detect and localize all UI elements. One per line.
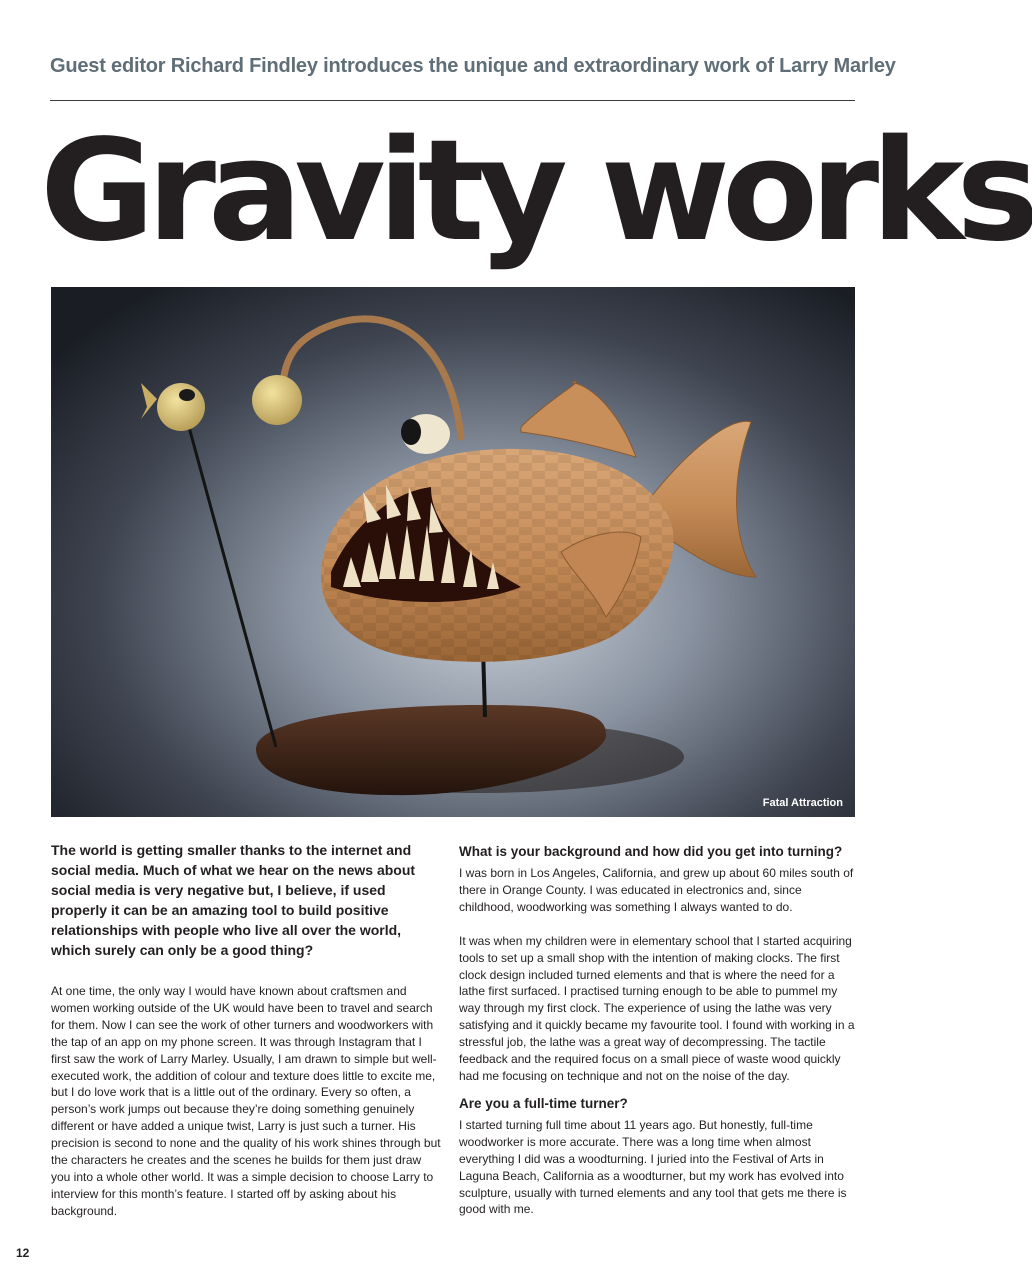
page-number: 12 — [16, 1246, 30, 1260]
interview-answer: I started turning full time about 11 years ago. But honestly, full-time woodworker is more accurate. There was a long time when almost everything I did was a woodturning. I juried into the Festival of Arts in Laguna Beach, California as a woodturner, but my work has evolved into sculpture, usually with turned elements and any tool that gets me there is good with me. — [459, 1117, 847, 1217]
header-divider — [50, 100, 855, 101]
interview-answer: It was when my children were in elementary school that I started acquiring tools to set up a small shop with the intention of making clocks. The first clock design included turned elements and that is where the need for a lathe first surfaced. I practised turning enough to be able to pummel my way through my first clock. The experience of using the lathe was very satisfying and it quickly became my favourite tool. I found with working in a stressful job, the lathe was a great way of decompressing. The tactile feedback and the required focus on a small piece of waste wood quickly had me focusing on technique and not on the noise of the day. — [459, 933, 855, 1083]
article-intro: The world is getting smaller thanks to the internet and social media. Much of what we hear on the news about social media is very negative but, I believe, if used properly it can be an amazing tool to build positive relationships with people who live all over the world, which surely can only be a good thing? — [51, 842, 416, 958]
left-column — [51, 840, 443, 1237]
article-headline: Gravity works — [40, 110, 1032, 273]
feature-photo — [51, 287, 855, 817]
body-paragraph: At one time, the only way I would have known about craftsmen and women working outside of the UK would have been to travel and search for them. Now I can see the work of other turners and woodworkers with the tap of an app on my phone screen. It was through Instagram that I first saw the work of Larry Marley. Usually, I am drawn to simple but well-executed work, the addition of colour and texture does little to excite me, but I do love work that is a little out of the ordinary. Every so often, a person’s work jumps out because they’re doing something genuinely different or have added a unique twist, Larry is just such a turner. His precision is second to none and the quality of his work shines through but the characters he creates and the scenes he builds for them just draw you into a whole other world. It was a simple decision to choose Larry to interview for this month’s feature. I started off by asking about his background. — [51, 984, 441, 1218]
right-column — [459, 843, 859, 1235]
interview-answer: I was born in Los Angeles, California, and grew up about 60 miles south of there in Orange County. I was educated in electronics and, since childhood, woodworking was something I always wanted to do. — [459, 866, 854, 914]
photo-caption: Fatal Attraction — [762, 797, 843, 809]
interview-question: Are you a full-time turner? — [459, 1095, 628, 1111]
anglerfish-sculpture-illustration — [51, 287, 855, 817]
article-kicker: Guest editor Richard Findley introduces the unique and extraordinary work of Larry Marley — [50, 55, 896, 77]
interview-question: What is your background and how did you get into turning? — [459, 844, 843, 859]
